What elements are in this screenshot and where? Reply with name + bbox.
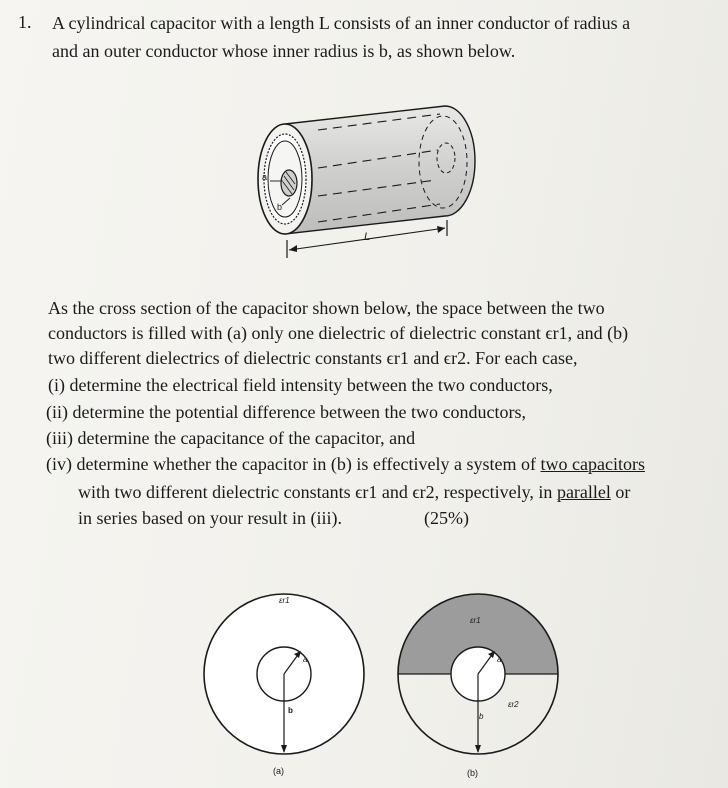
body-line-2: conductors is filled with (a) only one dielectric of dielectric constant ϵr1, and (b): [48, 323, 629, 343]
item-iv-part-c: with two different dielectric constants ϵr1 and ϵr2, respectively, in: [78, 482, 553, 502]
item-iv-line-3: in series based on your result in (iii).: [78, 508, 342, 528]
label-a-fig-a: a: [303, 655, 308, 664]
label-eps-r2-b: εr2: [508, 700, 519, 709]
body-line-1: As the cross section of the capacitor shown below, the space between the two: [48, 298, 605, 318]
item-iv-line-2: [78, 481, 630, 503]
label-a-fig-b: a: [497, 655, 502, 664]
item-iv-part-a: (iv) determine whether the capacitor in (b) is effectively a system of: [46, 454, 536, 474]
intro-line-2: and an outer conductor whose inner radius is b, as shown below.: [52, 41, 516, 61]
item-iv-line-1: [46, 453, 645, 475]
points-value: (25%): [424, 508, 469, 528]
question-number: 1.: [18, 12, 32, 32]
cross-section-a: [204, 594, 364, 754]
body-line-3: two different dielectrics of dielectric constants ϵr1 and ϵr2. For each case,: [48, 348, 578, 368]
item-ii: (ii) determine the potential difference between the two conductors,: [46, 402, 526, 422]
label-eps-r1-b: εr1: [470, 616, 481, 625]
caption-b: (b): [467, 768, 478, 778]
label-b-top: b: [277, 202, 283, 212]
item-iv-two-capacitors: two capacitors: [540, 454, 645, 474]
label-L-top: L: [364, 231, 371, 243]
item-iii: (iii) determine the capacitance of the capacitor, and: [46, 428, 416, 448]
item-iv-part-e: or: [615, 482, 631, 502]
item-iv-parallel: parallel: [556, 482, 611, 502]
intro-line-1: A cylindrical capacitor with a length L consists of an inner conductor of radius a: [52, 13, 631, 33]
cylinder-body: [285, 106, 475, 234]
label-a-top: a: [262, 172, 268, 182]
label-eps-r1-a: εr1: [279, 596, 290, 605]
caption-a: (a): [273, 766, 284, 776]
item-i: (i) determine the electrical field intensity between the two conductors,: [48, 375, 553, 395]
label-b-fig-b: b: [479, 712, 484, 721]
label-b-fig-a: b: [288, 706, 293, 715]
